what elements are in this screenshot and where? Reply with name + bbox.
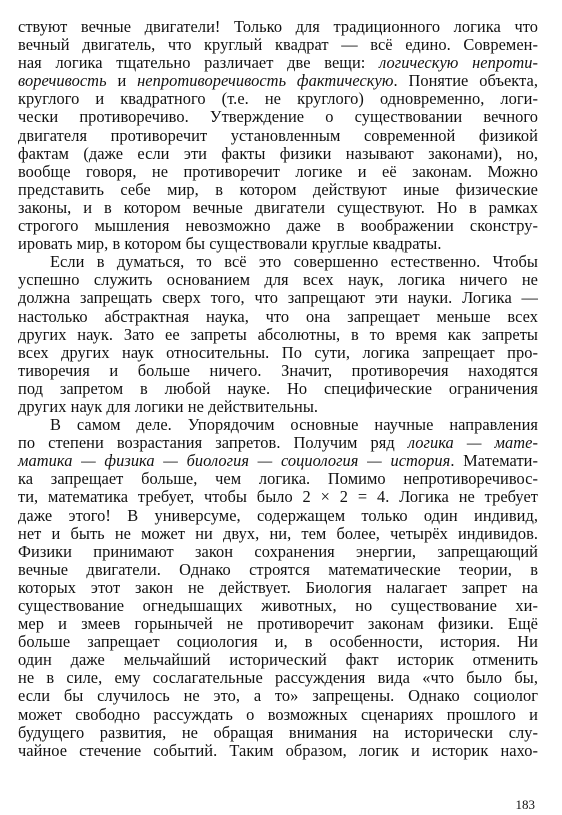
text-run: настолько абстрактная наука, что она запрещает меньше всех (18, 306, 538, 326)
text-run: больше запрещает социология и, в особенности, история. Ни (18, 632, 538, 652)
italic-text: логическую непроти- (379, 53, 538, 73)
text-run: ировать мир, в котором бы существовали круглые квадраты. (18, 234, 442, 254)
text-run: успешно служить основанием для всех наук, логика ничего не (18, 270, 538, 290)
text-run: . Понятие объекта, (393, 71, 538, 91)
text-line (18, 507, 538, 525)
text-line (18, 742, 538, 760)
text-line (18, 253, 538, 271)
text-line (18, 724, 538, 742)
text-run: ствуют вечные двигатели! Только для традиционного логика что (18, 17, 538, 36)
text-line (18, 525, 538, 543)
text-line (18, 308, 538, 326)
text-run: даже этого! В универсуме, содержащем только один индивид, (18, 505, 538, 525)
text-line (18, 235, 538, 253)
text-line (18, 289, 538, 307)
text-line (18, 416, 538, 434)
text-run: должна запрещать сверх того, что запрещают эти науки. Логика — (18, 288, 538, 308)
text-run: если бы случилось не это, а то» запрещены. Однако социолог (18, 686, 538, 706)
text-line (18, 163, 538, 181)
italic-text: непротиворечивость фактическую (137, 71, 394, 91)
text-run: вообще говоря, не противоречит логике и её законам. Можно (18, 161, 538, 181)
text-line (18, 651, 538, 669)
text-line (18, 579, 538, 597)
text-run: по степени возрастания запретов. Получим ряд (18, 433, 408, 453)
text-line (18, 54, 538, 72)
text-run: будущего развития, не обращая внимания на исторически слу- (18, 722, 538, 742)
text-run: может свободно рассуждать о возможных сценариях прошлого и (18, 704, 538, 724)
text-run: ка запрещает больше, чем логика. Помимо непротиворечивос- (18, 469, 538, 489)
text-run: Если в думаться, то всё это совершенно естественно. Чтобы (50, 252, 538, 272)
text-line (18, 72, 538, 90)
text-run: представить себе мир, в котором действуют иные физические (18, 179, 538, 199)
text-run: чески противоречиво. Утверждение о существовании вечного (18, 107, 538, 127)
text-line (18, 145, 538, 163)
text-run: других наук. Зато ее запреты абсолютны, в то время как запреты (18, 324, 538, 344)
text-run: ти, математика требует, чтобы было 2 × 2 = 4. Логика не требует (18, 487, 538, 507)
text-line (18, 687, 538, 705)
text-line (18, 181, 538, 199)
text-run: существование огнедышащих животных, но существование хи- (18, 596, 538, 615)
text-run: вечные двигатели. Однако строятся математические теории, в (18, 559, 538, 579)
text-run: вечный двигатель, что круглый квадрат — всё едино. Современ- (18, 35, 538, 55)
text-line (18, 706, 538, 724)
text-run: В самом деле. Упорядочим основные научные направления (50, 415, 538, 435)
text-run: не в силе, ему сослагательные рассуждения вида «что было бы, (18, 668, 538, 688)
text-line (18, 199, 538, 217)
text-line (18, 36, 538, 54)
text-line (18, 18, 538, 36)
text-line (18, 633, 538, 651)
text-line (18, 561, 538, 579)
text-run: чайное стечение событий. Таким образом, логик и историк нахо- (18, 740, 538, 760)
text-run: ная логика тщательно различает две вещи: (18, 53, 380, 73)
text-run: . Математи- (450, 451, 538, 471)
text-line (18, 90, 538, 108)
text-run: фактам (даже если эти факты физики называют законами), но, (18, 143, 538, 163)
text-run: один даже мельчайший исторический факт историк отменить (18, 650, 538, 670)
text-run: других наук для логики не действительны. (18, 396, 319, 416)
italic-text: логика — мате- (407, 433, 538, 453)
text-line (18, 669, 538, 687)
text-run: под запретом в любой науке. Но специфические ограничения (18, 378, 538, 398)
text-run: двигателя противоречит установленным современной физикой (18, 125, 538, 145)
text-line (18, 452, 538, 470)
text-run: круглого и квадратного (т.е. не круглого) одновременно, логи- (18, 89, 538, 109)
text-run: которых этот закон не действует. Биология налагает запрет на (18, 577, 538, 597)
italic-text: матика — физика — биология — социология — история (18, 451, 451, 471)
text-line (18, 470, 538, 488)
text-line (18, 217, 538, 235)
text-line (18, 127, 538, 145)
text-run: законы, и в котором вечные двигатели существуют. Но в рамках (18, 197, 538, 217)
text-run: Физики принимают закон сохранения энергии, запрещающий (18, 541, 538, 561)
text-run: мер и змеев горынычей не противоречит законам физики. Ещё (18, 614, 538, 634)
text-line (18, 108, 538, 126)
text-run: и (106, 71, 138, 91)
text-line (18, 543, 538, 561)
text-line (18, 434, 538, 452)
text-run: тиворечия и больше ничего. Значит, противоречия находятся (18, 360, 538, 380)
text-line (18, 488, 538, 506)
text-run: всех других наук относительны. По сути, логика запрещает про- (18, 342, 538, 362)
text-line (18, 615, 538, 633)
text-line (18, 326, 538, 344)
text-line (18, 362, 538, 380)
italic-text: воречивость (18, 71, 107, 91)
body-text (18, 18, 538, 760)
page-number: 183 (515, 797, 535, 812)
text-line (18, 271, 538, 289)
text-line (18, 398, 538, 416)
text-line (18, 344, 538, 362)
text-run: строгого мышления невозможно даже в воображении сконстру- (18, 216, 538, 236)
text-run: нет и быть не может ни двух, ни, тем более, четырёх индивидов. (18, 523, 538, 543)
text-line (18, 597, 538, 615)
text-line (18, 380, 538, 398)
